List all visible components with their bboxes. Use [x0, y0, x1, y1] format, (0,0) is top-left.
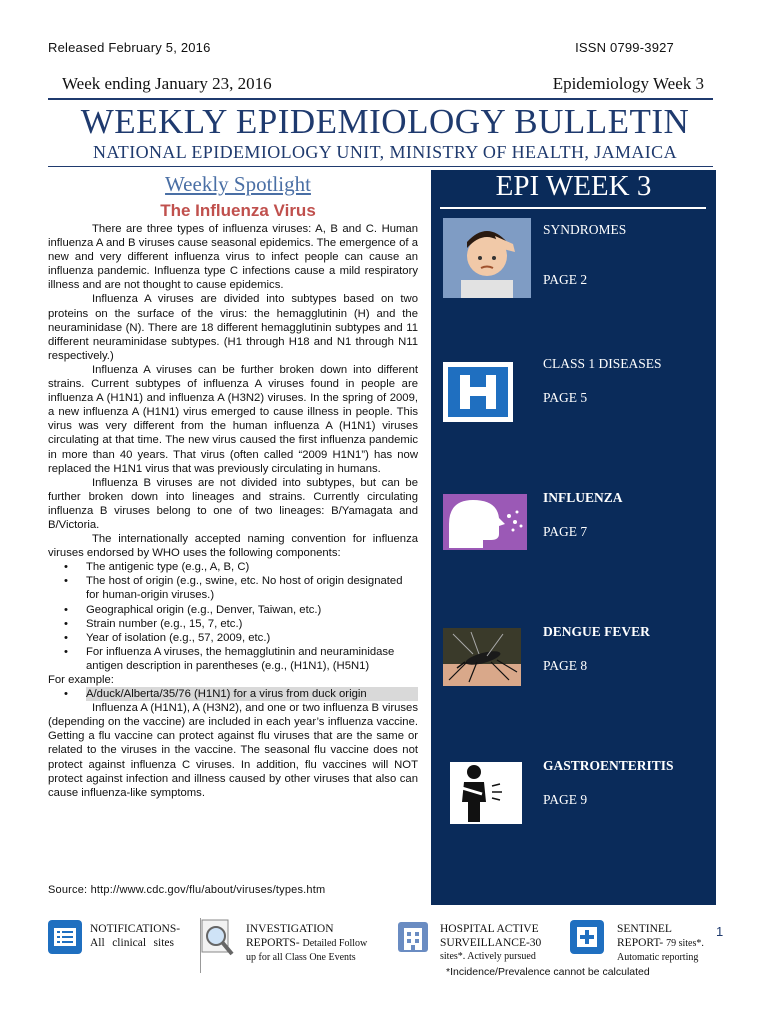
hospital-title: HOSPITAL ACTIVE — [440, 923, 539, 935]
notifications-text: All clinical sites — [90, 937, 174, 949]
article-paragraph: Influenza A (H1N1), A (H3N2), and one or two influenza B viruses (depending on the vaccine) are included in each year’s influenza vaccine. Getting a flu vaccine can protect against flu viruses that are the same or related to the viruses in the vaccine. The seasonal flu vaccine does not protect against influenza C viruses. In addition, flu vaccines will NOT protect against infection and illness caused by other viruses that also can cause influenza-like symptoms. — [48, 702, 418, 799]
investigation-title: INVESTIGATION — [246, 923, 334, 935]
list-item: • Strain number (e.g., 15, 7, etc.) — [86, 617, 418, 631]
notifications-block — [90, 922, 194, 950]
list-item: • Geographical origin (e.g., Denver, Taiwan, etc.) — [86, 603, 418, 617]
sentinel-block — [617, 922, 727, 965]
bulletin-title: WEEKLY EPIDEMIOLOGY BULLETIN — [80, 102, 690, 141]
investigation-detail: Detailed Follow — [302, 938, 368, 949]
article-paragraph: There are three types of influenza viruses: A, B and C. Human influenza A and B viruses cause seasonal epidemics. The emergence of a new and very different influenza virus to infect people can cause an influenza pandemic. Influenza type C infections cause a mild respiratory illness and are not thought to cause epidemics. — [48, 223, 418, 292]
hospital-surveillance-block — [440, 922, 560, 964]
example-item: • A/duck/Alberta/35/76 (H1N1) for a virus from duck origin — [86, 687, 418, 701]
list-item: • For influenza A viruses, the hemagglutinin and neuraminidase antigen description in parentheses (e.g., (H1N1), (H5N1) — [86, 645, 418, 673]
bulletin-subtitle: NATIONAL EPIDEMIOLOGY UNIT, MINISTRY OF HEALTH, JAMAICA — [93, 142, 677, 162]
article-paragraph: Influenza B viruses are not divided into subtypes, but can be further broken down into lineages and strains. Currently circulating influenza B viruses belong to one of two lineages: B/Yamagata and B/Victoria. — [48, 476, 418, 531]
panel-title: EPI WEEK 3 — [495, 170, 652, 202]
investigation-block — [246, 922, 394, 965]
release-date: Released February 5, 2016 — [48, 40, 211, 55]
sentinel-report: REPORT- — [617, 937, 664, 949]
sentinel-title: SENTINEL — [617, 923, 672, 935]
class1-diseases-page[interactable]: PAGE 5 — [543, 390, 588, 405]
notifications-title: NOTIFICATIONS- — [90, 923, 181, 935]
cough-icon — [443, 494, 527, 550]
investigation-followup: up for all Class One Events — [246, 952, 356, 963]
notifications-list-icon — [48, 920, 82, 954]
class1-diseases-label[interactable]: CLASS 1 DISEASES — [543, 356, 662, 371]
influenza-page[interactable]: PAGE 7 — [543, 524, 588, 539]
dengue-fever-label[interactable]: DENGUE FEVER — [543, 624, 650, 639]
gastroenteritis-label[interactable]: GASTROENTERITIS — [543, 758, 674, 773]
medical-cross-icon — [570, 920, 604, 954]
example-label: For example: — [48, 674, 114, 686]
page-number: 1 — [716, 924, 724, 939]
spotlight-heading: Weekly Spotlight — [165, 172, 311, 196]
panel-divider — [440, 207, 706, 209]
sentinel-sites: 79 sites*. — [666, 938, 704, 949]
dengue-fever-page[interactable]: PAGE 8 — [543, 658, 588, 673]
article-source: Source: http://www.cdc.gov/flu/about/viruses/types.htm — [48, 884, 326, 896]
stomach-ache-icon — [450, 762, 522, 824]
gastroenteritis-page[interactable]: PAGE 9 — [543, 792, 588, 807]
investigation-reports: REPORTS- — [246, 937, 300, 949]
hospital-surveillance: SURVEILLANCE-30 — [440, 937, 542, 949]
subtitle-divider — [48, 166, 713, 167]
issn-number: ISSN 0799-3927 — [575, 40, 674, 55]
article-title: The Influenza Virus — [160, 201, 316, 220]
mosquito-icon — [443, 628, 521, 686]
syndromes-label[interactable]: SYNDROMES — [543, 222, 627, 237]
sentinel-automatic: Automatic reporting — [617, 952, 699, 963]
week-ending: Week ending January 23, 2016 — [62, 74, 272, 93]
magnifier-icon — [198, 918, 238, 958]
list-item: • The antigenic type (e.g., A, B, C) — [86, 560, 418, 574]
example-list — [48, 687, 418, 701]
article-paragraph: The internationally accepted naming convention for influenza viruses endorsed by WHO uses the following components: — [48, 533, 418, 560]
hospital-h-icon — [443, 362, 513, 422]
sick-child-icon — [443, 218, 531, 298]
hospital-building-icon — [396, 920, 430, 954]
list-item: • Year of isolation (e.g., 57, 2009, etc.) — [86, 631, 418, 645]
header-divider — [48, 98, 713, 100]
epidemiology-week: Epidemiology Week 3 — [552, 74, 704, 93]
incidence-note: *Incidence/Prevalence cannot be calculated — [446, 966, 650, 978]
influenza-label[interactable]: INFLUENZA — [543, 490, 623, 505]
article-paragraph: Influenza A viruses are divided into subtypes based on two proteins on the surface of the virus: the hemagglutinin (H) and the neuraminidase (N). There are 18 different hemagglutinin subtypes and 11 different neuraminidase subtypes. (H1 through H18 and N1 through N11 respectively.) — [48, 293, 418, 362]
article-paragraph: Influenza A viruses can be further broken down into different strains. Current subtypes of influenza A viruses found in people are influenza A (H1N1) and influenza A (H3N2) viruses. In the spring of 2009, a new influenza A (H1N1) virus emerged to cause illness in people. This virus was very different from the human influenza A (H1N1) viruses circulating at that time. The new virus caused the first influenza pandemic in more than 40 years. That virus (often called “2009 H1N1”) has now replaced the H1N1 virus that was previously circulating in humans. — [48, 363, 418, 475]
syndromes-page[interactable]: PAGE 2 — [543, 272, 588, 287]
hospital-sites: sites*. Actively pursued — [440, 951, 536, 962]
naming-components-list — [48, 560, 418, 673]
article-body — [48, 222, 418, 800]
list-item: • The host of origin (e.g., swine, etc. No host of origin designated for human-origin viruses.) — [86, 574, 418, 602]
